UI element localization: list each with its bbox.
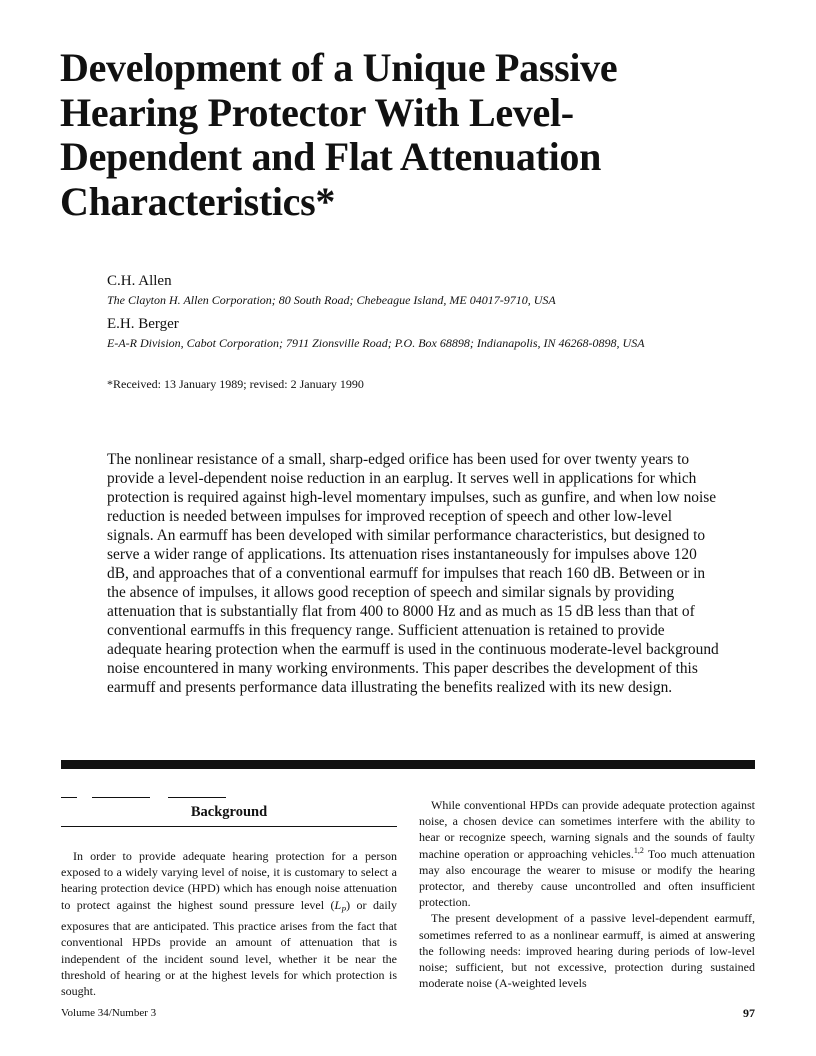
body-paragraph xyxy=(61,848,397,999)
body-paragraph xyxy=(419,797,755,910)
author-2 xyxy=(107,315,747,351)
short-rule xyxy=(168,797,226,798)
left-column xyxy=(61,848,397,999)
right-column xyxy=(419,797,755,991)
symbol-subscript: P xyxy=(341,905,347,914)
page-number: 97 xyxy=(743,1006,755,1020)
text-run: In order to provide adequate hearing protection for a person exposed to a widely varying level of noise, it is customary to select a hearing protection device (HPD) which has enough noise attenuation to protect against the highest sound pressure level ( xyxy=(61,849,397,912)
section-heading: Background xyxy=(190,804,268,820)
short-rule xyxy=(92,797,150,798)
text-run: ) or daily exposures that are anticipated. This practice arises from the fact that conventional HPDs provide an amount of attenuation that is independent of the incident sound level, whether it be near the threshold of hearing or at the highest levels for which protection is sought. xyxy=(61,897,397,999)
author-name: E.H. Berger xyxy=(107,316,179,332)
author-name: C.H. Allen xyxy=(107,273,172,289)
symbol: L xyxy=(334,897,342,912)
paper-title: Development of a Unique Passive Hearing Protector With Level-Dependent and Flat Attenuation Characteristics* xyxy=(60,45,618,224)
author-affiliation: E-A-R Division, Cabot Corporation; 7911 Zionsville Road; P.O. Box 68898; Indianapolis, IN 46268-0898, USA xyxy=(107,336,645,350)
author-affiliation: The Clayton H. Allen Corporation; 80 South Road; Chebeague Island, ME 04017-9710, USA xyxy=(107,293,556,307)
heading-underline xyxy=(61,826,397,827)
journal-volume: Volume 34/Number 3 xyxy=(61,1007,157,1019)
text-run: While conventional HPDs can provide adequate protection against noise, a chosen device can sometimes interfere with the ability to hear or recognize speech, warning signals and the sounds of faulty machine operation or approaching vehicles. xyxy=(419,798,755,861)
received-note: *Received: 13 January 1989; revised: 2 January 1990 xyxy=(107,377,364,391)
author-1 xyxy=(107,272,747,308)
text-run: Too much attenuation may also encourage the wearer to misuse or modify the hearing protector, and thereby cause uncontrolled and often insufficient protection. xyxy=(419,846,756,910)
short-rule xyxy=(61,797,77,798)
abstract: The nonlinear resistance of a small, sharp-edged orifice has been used for over twenty years to provide a level-dependent noise reduction in an earplug. It serves well in applications for which protection is required against high-level momentary impulses, such as gunfire, and when low noise reduction is needed between impulses for improved reception of speech and other low-level signals. An earmuff has been developed with similar performance characteristics, but designed to serve a wider range of applications. Its attenuation rises instantaneously for impulses above 120 dB, and approaches that of a conventional earmuff for impulses that reach 160 dB. Between or in the absence of impulses, it allows good reception of speech and similar signals by providing attenuation that is substantially flat from 400 to 8000 Hz and as much as 15 dB less than that of conventional earmuffs in this frequency range. Sufficient attenuation is retained to provide adequate hearing protection when the earmuff is used in the continuous moderate-level background noise encountered in many working environments. This paper describes the development of this earmuff and presents performance data illustrating the benefits realized with its new design. xyxy=(107,451,719,696)
section-divider xyxy=(61,760,755,769)
reference-superscript: 1,2 xyxy=(633,845,644,855)
body-paragraph: The present development of a passive level-dependent earmuff, sometimes referred to as a nonlinear earmuff, is aimed at answering the following needs: improved hearing during periods of low-level noise; sufficient, but not excessive, protection during sustained moderate noise (A-weighted levels xyxy=(419,911,755,991)
